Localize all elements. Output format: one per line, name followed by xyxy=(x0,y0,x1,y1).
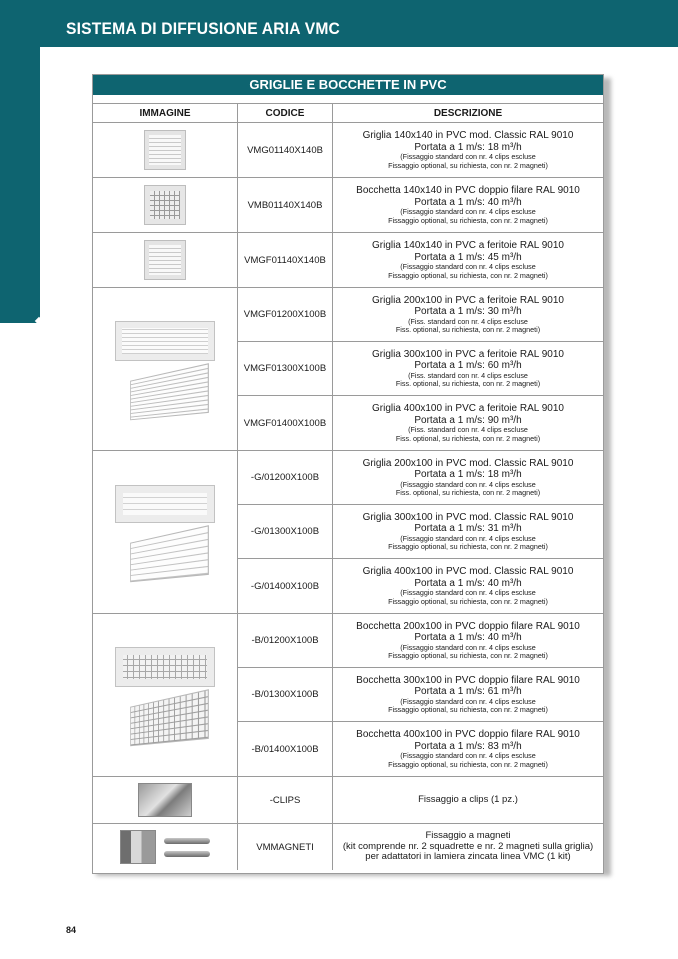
rect-vent-front-icon xyxy=(115,647,215,687)
image-cell xyxy=(93,233,238,287)
description-flow-rate: Portata a 1 m/s: 30 m³/h xyxy=(414,306,522,318)
table-row-clips xyxy=(93,777,603,824)
table-row xyxy=(238,123,603,177)
description-note: Fiss. optional, su richiesta, con nr. 2 magneti) xyxy=(395,488,541,497)
product-code: -G/01200X100B xyxy=(238,451,333,504)
description-line: per adattatori in lamiera zincata linea VMC (1 kit) xyxy=(365,851,571,863)
rect-classic-front-icon xyxy=(115,485,215,523)
description-title: Bocchetta 200x100 in PVC doppio filare RAL 9010 xyxy=(356,620,580,632)
product-code: -G/01400X100B xyxy=(238,559,333,613)
description-title: Griglia 200x100 in PVC mod. Classic RAL 9010 xyxy=(362,457,574,469)
product-description xyxy=(333,451,603,504)
square-vent-photo-icon xyxy=(144,185,186,225)
side-band xyxy=(0,47,40,323)
clips-photo-icon xyxy=(138,783,192,817)
table-row xyxy=(238,233,603,287)
product-code: VMGF01400X100B xyxy=(238,396,333,450)
description-title: Griglia 200x100 in PVC a feritoie RAL 9010 xyxy=(372,294,564,306)
table-row xyxy=(238,396,603,450)
description-note: (Fissaggio standard con nr. 4 clips escluse xyxy=(400,152,536,162)
rect-louver-perspective-icon xyxy=(130,363,209,420)
description-title: Griglia 400x100 in PVC a feritoie RAL 9010 xyxy=(372,403,564,415)
product-description xyxy=(333,233,603,287)
table-row xyxy=(238,451,603,505)
page-title: SISTEMA DI DIFFUSIONE ARIA VMC xyxy=(66,19,341,38)
rect-louver-front-icon xyxy=(115,321,215,361)
table-row xyxy=(238,668,603,722)
table-row xyxy=(238,288,603,342)
table-body xyxy=(93,123,603,777)
table-row xyxy=(238,777,603,823)
product-code: -G/01300X100B xyxy=(238,505,333,558)
description-note: (Fissaggio standard con nr. 4 clips escluse xyxy=(400,479,536,489)
description-note: Fiss. optional, su richiesta, con nr. 2 magneti) xyxy=(395,433,541,443)
description-title: Griglia 300x100 in PVC a feritoie RAL 9010 xyxy=(372,348,564,360)
description-title: Bocchetta 400x100 in PVC doppio filare RAL 9010 xyxy=(356,729,580,741)
product-description xyxy=(333,288,603,341)
product-code: -B/01400X100B xyxy=(238,722,333,776)
side-notch xyxy=(35,317,43,325)
table-row xyxy=(238,178,603,232)
table-title: GRIGLIE E BOCCHETTE IN PVC xyxy=(93,75,603,95)
product-description xyxy=(333,559,603,613)
product-code: VMGF01300X100B xyxy=(238,342,333,395)
description-flow-rate: Portata a 1 m/s: 40 m³/h xyxy=(414,632,522,644)
image-cell xyxy=(93,824,238,870)
description-title: Griglia 300x100 in PVC mod. Classic RAL 9010 xyxy=(362,511,574,523)
table-row xyxy=(238,722,603,776)
table-row xyxy=(238,505,603,559)
square-louver-photo-icon xyxy=(144,240,186,280)
image-cell xyxy=(93,451,238,613)
product-description xyxy=(333,777,603,823)
description-note: (Fiss. standard con nr. 4 clips escluse xyxy=(408,316,528,326)
description-line: (kit comprende nr. 2 squadrette e nr. 2 magneti sulla griglia) xyxy=(342,840,594,852)
product-code: VMGF01200X100B xyxy=(238,288,333,341)
rect-classic-perspective-icon xyxy=(130,525,209,582)
table-header-row xyxy=(93,104,603,123)
table-title-gap xyxy=(93,95,603,104)
column-header-description: DESCRIZIONE xyxy=(433,107,503,119)
description-flow-rate: Portata a 1 m/s: 83 m³/h xyxy=(414,740,522,752)
description-note: Fissaggio optional, su richiesta, con nr. 2 magneti) xyxy=(388,160,548,170)
rect-vent-perspective-icon xyxy=(130,689,209,746)
magnet-bars-icon xyxy=(164,838,210,857)
description-title: Griglia 140x140 in PVC a feritoie RAL 9010 xyxy=(372,240,564,252)
product-description xyxy=(333,614,603,667)
column-header-image: IMMAGINE xyxy=(93,104,238,122)
product-description xyxy=(333,824,603,870)
image-cell xyxy=(93,288,238,450)
product-description xyxy=(333,505,603,558)
description-note: (Fissaggio standard con nr. 4 clips escluse xyxy=(400,262,536,272)
product-code: VMG01140X140B xyxy=(238,123,333,177)
table-row xyxy=(238,342,603,396)
description-note: Fiss. optional, su richiesta, con nr. 2 magneti) xyxy=(395,379,541,388)
product-code: -B/01200X100B xyxy=(238,614,333,667)
product-description xyxy=(333,342,603,395)
product-description xyxy=(333,396,603,450)
product-code: VMB01140X140B xyxy=(238,178,333,232)
description-note: Fissaggio optional, su richiesta, con nr. 2 magneti) xyxy=(388,705,548,714)
product-table xyxy=(92,74,604,874)
product-code: -CLIPS xyxy=(238,777,333,823)
product-group xyxy=(93,178,603,233)
page-number: 84 xyxy=(66,925,77,935)
description-note: Fiss. optional, su richiesta, con nr. 2 magneti) xyxy=(395,325,541,334)
description-note: (Fissaggio standard con nr. 4 clips escluse xyxy=(400,642,536,652)
product-description xyxy=(333,722,603,776)
description-title: Bocchetta 140x140 in PVC doppio filare RAL 9010 xyxy=(356,185,580,197)
description-note: Fissaggio optional, su richiesta, con nr. 2 magneti) xyxy=(388,651,548,660)
column-header-code: CODICE xyxy=(238,104,333,122)
description-note: (Fissaggio standard con nr. 4 clips escluse xyxy=(400,696,536,706)
product-group xyxy=(93,614,603,777)
product-description xyxy=(333,178,603,232)
product-code: VMGF01140X140B xyxy=(238,233,333,287)
image-cell xyxy=(93,777,238,823)
bracket-icon xyxy=(120,830,156,864)
product-code: -B/01300X100B xyxy=(238,668,333,721)
description-flow-rate: Portata a 1 m/s: 61 m³/h xyxy=(414,686,522,698)
description-title: Bocchetta 300x100 in PVC doppio filare RAL 9010 xyxy=(356,674,580,686)
description-note: Fissaggio optional, su richiesta, con nr. 2 magneti) xyxy=(388,759,548,769)
image-cell xyxy=(93,123,238,177)
description-title: Griglia 140x140 in PVC mod. Classic RAL 9010 xyxy=(362,130,574,142)
description-note: (Fiss. standard con nr. 4 clips escluse xyxy=(408,370,528,380)
description-note: (Fissaggio standard con nr. 4 clips escluse xyxy=(400,533,536,543)
description-note: Fissaggio optional, su richiesta, con nr. 2 magneti) xyxy=(388,596,548,606)
image-cell xyxy=(93,178,238,232)
table-row-magnets xyxy=(93,824,603,870)
product-code: VMMAGNETI xyxy=(238,824,333,870)
product-group xyxy=(93,123,603,178)
description-note: Fissaggio optional, su richiesta, con nr. 2 magneti) xyxy=(388,542,548,551)
product-description xyxy=(333,668,603,721)
description-flow-rate: Portata a 1 m/s: 60 m³/h xyxy=(414,360,522,372)
product-group xyxy=(93,288,603,451)
table-row xyxy=(238,824,603,870)
magnet-kit-photo-icon xyxy=(120,830,210,864)
table-row xyxy=(238,559,603,613)
image-cell xyxy=(93,614,238,776)
description-note: (Fissaggio standard con nr. 4 clips escluse xyxy=(400,207,536,217)
product-description xyxy=(333,123,603,177)
description-note: (Fissaggio standard con nr. 4 clips escluse xyxy=(400,751,536,761)
description-note: (Fissaggio standard con nr. 4 clips escluse xyxy=(400,588,536,598)
product-group xyxy=(93,451,603,614)
square-grille-photo-icon xyxy=(144,130,186,170)
description-flow-rate: Portata a 1 m/s: 40 m³/h xyxy=(414,577,522,589)
product-group xyxy=(93,233,603,288)
description-note: Fissaggio optional, su richiesta, con nr. 2 magneti) xyxy=(388,270,548,280)
description-line: Fissaggio a magneti xyxy=(425,829,511,841)
description-flow-rate: Portata a 1 m/s: 40 m³/h xyxy=(414,196,522,208)
description-flow-rate: Portata a 1 m/s: 18 m³/h xyxy=(414,469,522,481)
description-flow-rate: Portata a 1 m/s: 18 m³/h xyxy=(414,141,522,153)
table-row xyxy=(238,614,603,668)
description-note: (Fiss. standard con nr. 4 clips escluse xyxy=(408,425,528,435)
description-flow-rate: Portata a 1 m/s: 90 m³/h xyxy=(414,414,522,426)
description-title: Fissaggio a clips (1 pz.) xyxy=(418,793,518,805)
description-title: Griglia 400x100 in PVC mod. Classic RAL 9010 xyxy=(362,566,574,578)
description-flow-rate: Portata a 1 m/s: 31 m³/h xyxy=(414,523,522,535)
description-flow-rate: Portata a 1 m/s: 45 m³/h xyxy=(414,251,522,263)
description-note: Fissaggio optional, su richiesta, con nr. 2 magneti) xyxy=(388,215,548,225)
